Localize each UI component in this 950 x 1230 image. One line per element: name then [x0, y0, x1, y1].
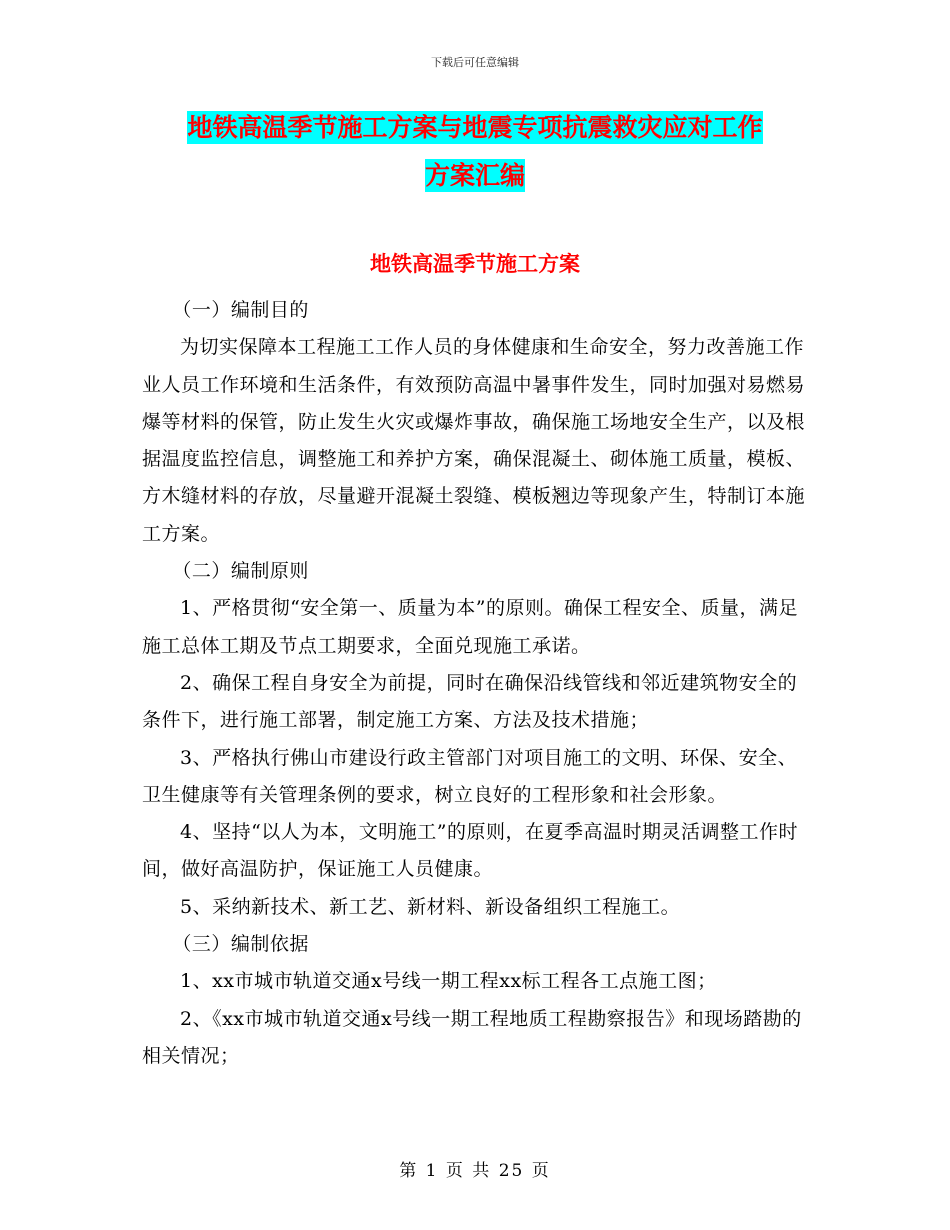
paragraph: 5、采纳新技术、新工艺、新材料、新设备组织工程施工。: [180, 895, 681, 918]
subheading-principles: （二）编制原则: [172, 560, 309, 583]
paragraph: 1、xx市城市轨道交通x号线一期工程xx标工程各工点施工图；: [180, 970, 717, 993]
document-title-line-1: 地铁高温季节施工方案与地震专项抗震救灾应对工作: [187, 113, 763, 142]
paragraph: 4、坚持“以人为本，文明施工”的原则，在夏季高温时期灵活调整工作时间，做好高温防护，保证施工人员健康。: [142, 821, 799, 881]
document-title: [140, 104, 810, 200]
paragraph: 3、严格执行佛山市建设行政主管部门对项目施工的文明、环保、安全、卫生健康等有关管理条例的要求，树立良好的工程形象和社会形象。: [142, 746, 798, 806]
paragraph: 2、确保工程自身安全为前提，同时在确保沿线管线和邻近建筑物安全的条件下，进行施工部署，制定施工方案、方法及技术措施；: [142, 671, 798, 732]
subheading-basis: （三）编制依据: [172, 933, 309, 956]
section-title: 地铁高温季节施工方案: [370, 251, 580, 276]
subheading-purpose: （一）编制目的: [172, 299, 309, 321]
paragraph: 为切实保障本工程施工工作人员的身体健康和生命安全，努力改善施工作业人员工作环境和生活条件，有效预防高温中暑事件发生，同时加强对易燃易爆等材料的保管，防止发生火灾或爆炸事故，确保施工场地安全生产，以及根据温度监控信息，调整施工和养护方案，确保混凝土、砌体施工质量，模板、方木缝材料的存放，尽量避开混凝土裂缝、模板翘边等现象产生，特制订本施工方案。: [142, 336, 806, 545]
header-note: 下载后可任意编辑: [431, 56, 519, 69]
document-title-line-2: 方案汇编: [424, 161, 525, 190]
page-footer: 第 1 页 共 25 页: [399, 1161, 551, 1181]
document-body: [142, 292, 810, 1075]
paragraph: 2、《xx市城市轨道交通x号线一期工程地质工程勘察报告》和现场踏勘的相关情况；: [142, 1007, 802, 1067]
paragraph: 1、严格贯彻“安全第一、质量为本”的原则。确保工程安全、质量，满足施工总体工期及节点工期要求，全面兑现施工承诺。: [142, 597, 799, 657]
